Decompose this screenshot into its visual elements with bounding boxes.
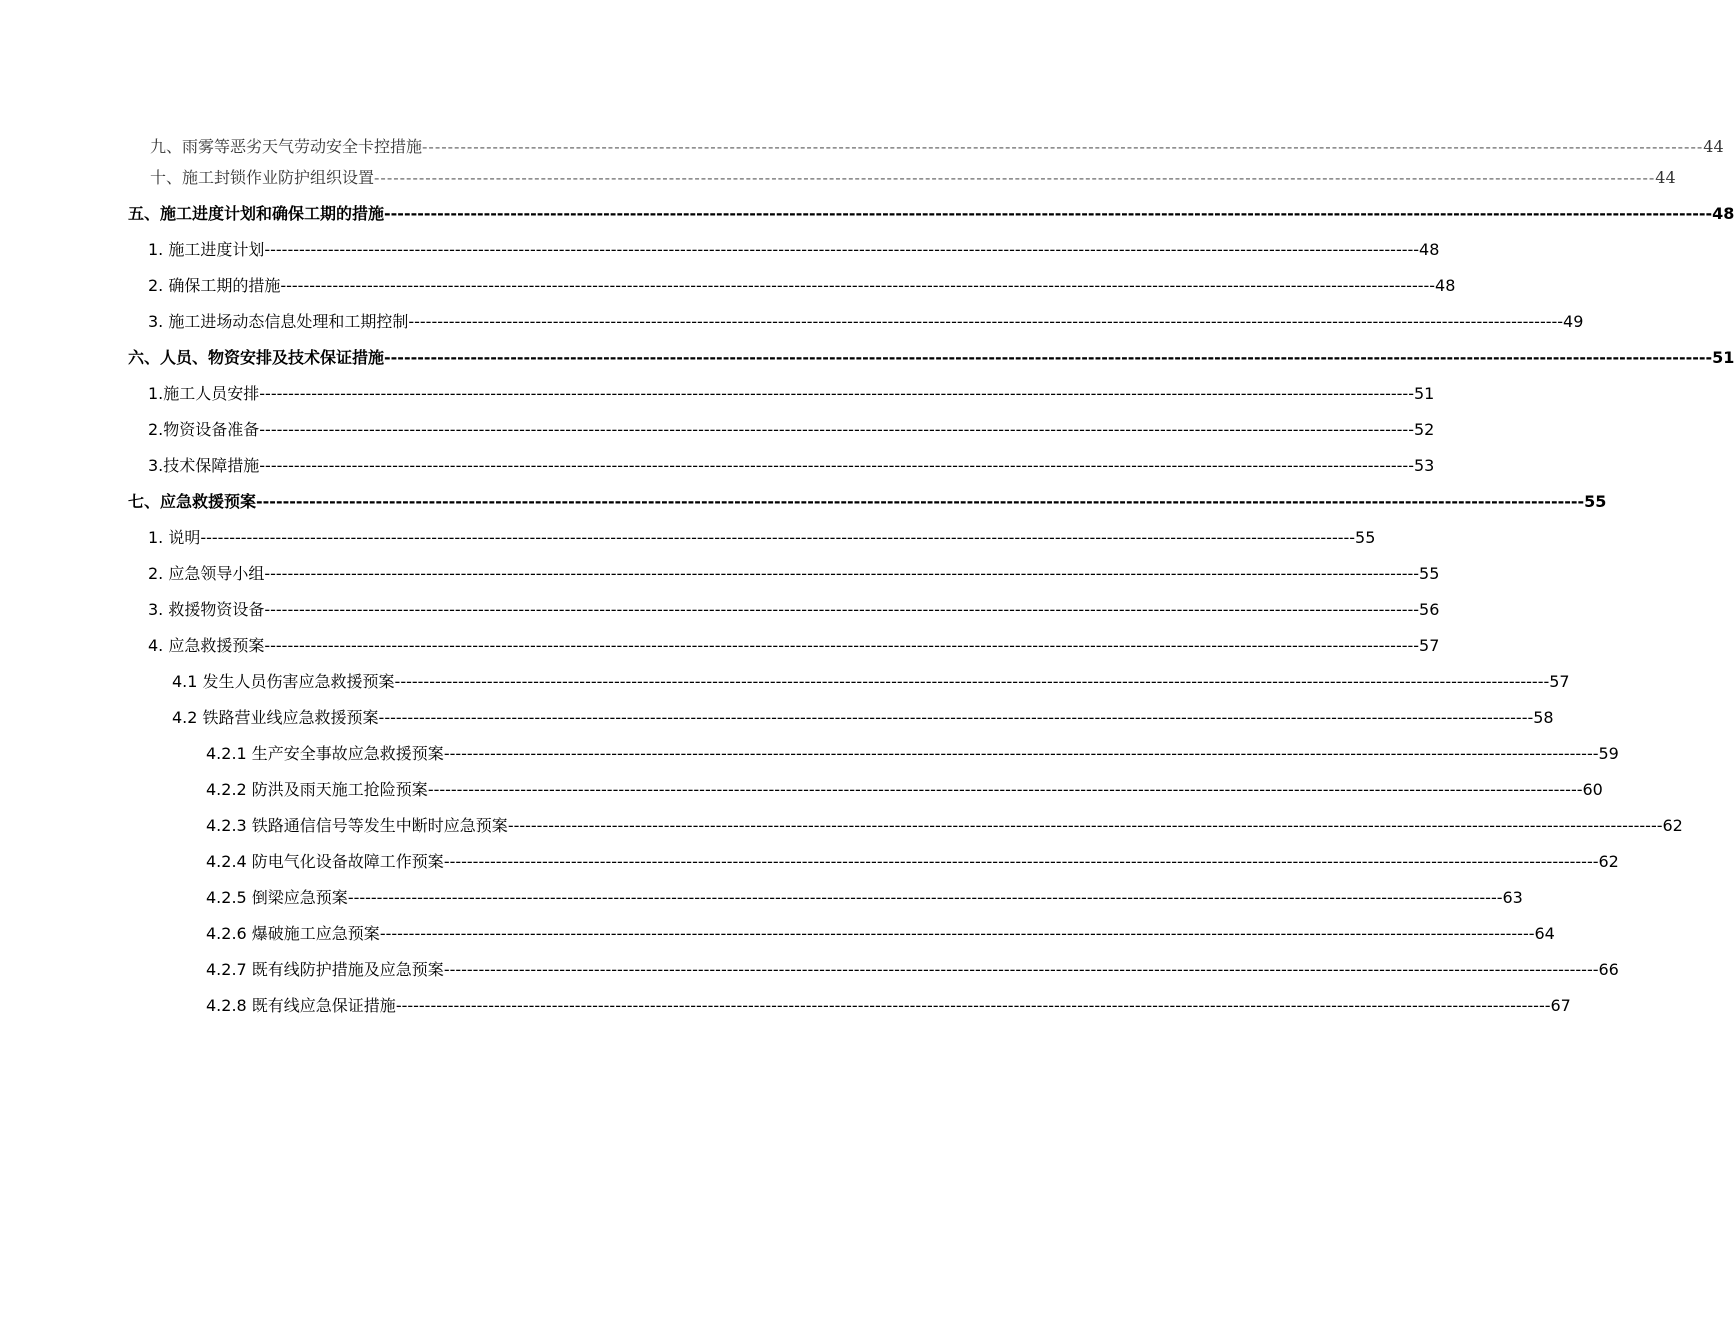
toc-entry-page: 53	[1413, 456, 1435, 475]
toc-leader-dots: --------------------------------------------------------------------------------------------------------------------------------------------------------------------------------------------------------	[200, 528, 1356, 547]
toc-entry-label: 3.技术保障措施	[148, 456, 260, 475]
toc-entry[interactable]	[0, 302, 1584, 338]
toc-entry-page: 56	[1419, 600, 1440, 619]
toc-entry-label: 4.2.3 铁路通信信号等发生中断时应急预案	[206, 816, 508, 835]
toc-entry-page: 62	[1662, 816, 1683, 835]
toc-entry-page: 57	[1549, 672, 1570, 691]
toc-entry-page: 58	[1533, 708, 1554, 727]
toc-entry-label: 4.2.5 倒梁应急预案	[206, 888, 348, 907]
toc-leader-dots: --------------------------------------------------------------------------------------------------------------------------------------------------------------------------------------------------------	[264, 240, 1420, 259]
toc-entry-label: 九、雨雾等恶劣天气劳动安全卡控措施	[150, 137, 423, 156]
toc-leader-dots: --------------------------------------------------------------------------------------------------------------------------------------------------------------------------------------------------------	[395, 996, 1551, 1015]
toc-entry[interactable]	[0, 698, 1554, 734]
toc-entry-label: 4.2.4 防电气化设备故障工作预案	[206, 852, 444, 871]
toc-entry[interactable]	[0, 626, 1440, 662]
toc-entry-label: 4.2.1 生产安全事故应急救援预案	[206, 744, 444, 763]
toc-leader-dots: --------------------------------------------------------------------------------------------------------------------------------------------------------------------------------------------------------	[443, 852, 1599, 871]
toc-leader-dots: --------------------------------------------------------------------------------------------------------------------------------------------------------------------------------------------------------	[394, 672, 1550, 691]
toc-entry[interactable]	[0, 806, 1683, 842]
toc-entry-page: 60	[1582, 780, 1603, 799]
toc-entry-label: 六、人员、物资安排及技术保证措施	[128, 348, 385, 367]
toc-entry[interactable]	[0, 662, 1570, 698]
toc-entry-page: 55	[1355, 528, 1376, 547]
toc-leader-dots: --------------------------------------------------------------------------------------------------------------------------------------------------------------------------------------------------------	[259, 420, 1414, 439]
toc-entry-page: 48	[1419, 240, 1440, 259]
toc-entry[interactable]	[0, 770, 1603, 806]
toc-entry[interactable]	[0, 734, 1619, 770]
toc-entry-label: 4.2.2 防洪及雨天施工抢险预案	[206, 780, 428, 799]
toc-entry[interactable]	[0, 410, 1435, 446]
toc-entry-chapter[interactable]	[0, 482, 1607, 518]
toc-entry-page: 62	[1598, 852, 1619, 871]
toc-leader-dots: --------------------------------------------------------------------------------------------------------------------------------------------------------------------------------------------------------	[443, 744, 1599, 763]
toc-entry-label: 4.1 发生人员伤害应急救援预案	[172, 672, 395, 691]
toc-leader-dots: --------------------------------------------------------------------------------------------------------------------------------------------------------------------------------------------------------	[256, 492, 1585, 511]
toc-leader-dots: --------------------------------------------------------------------------------------------------------------------------------------------------------------------------------------------------------	[384, 348, 1713, 367]
toc-entry-page: 51	[1712, 348, 1734, 367]
toc-entry-page: 49	[1563, 312, 1584, 331]
toc-leader-dots: --------------------------------------------------------------------------------------------------------------------------------------------------------------------------------------------------------	[347, 888, 1503, 907]
toc-entry-label: 2. 应急领导小组	[148, 564, 265, 583]
toc-entry-label: 4.2.7 既有线防护措施及应急预案	[206, 960, 444, 979]
toc-leader-dots: --------------------------------------------------------------------------------------------------------------------------------------------------------------------------------------------------------	[408, 312, 1564, 331]
toc-leader-dots: --------------------------------------------------------------------------------------------------------------------------------------------------------------------------------------------------------	[264, 636, 1420, 655]
toc-entry-chapter[interactable]	[0, 194, 1734, 230]
toc-entry-page: 66	[1598, 960, 1619, 979]
toc-entry-page: 63	[1502, 888, 1523, 907]
toc-leader-dots: --------------------------------------------------------------------------------------------------------------------------------------------------------------------------------------------------------	[422, 137, 1704, 156]
toc-entry-page: 52	[1413, 420, 1435, 439]
toc-entry[interactable]	[0, 374, 1435, 410]
toc-entry-label: 2.物资设备准备	[148, 420, 260, 439]
toc-entry-label: 2. 确保工期的措施	[148, 276, 281, 295]
toc-entry-page: 57	[1419, 636, 1440, 655]
toc-entry-page: 55	[1419, 564, 1440, 583]
toc-leader-dots: --------------------------------------------------------------------------------------------------------------------------------------------------------------------------------------------------------	[379, 924, 1535, 943]
toc-entry-page: 55	[1584, 492, 1607, 511]
toc-entry[interactable]	[0, 842, 1619, 878]
toc-entry[interactable]	[0, 163, 1676, 194]
toc-entry-label: 1.施工人员安排	[148, 384, 260, 403]
toc-entry[interactable]	[0, 914, 1555, 950]
toc-entry[interactable]	[0, 986, 1571, 1022]
toc-leader-dots: --------------------------------------------------------------------------------------------------------------------------------------------------------------------------------------------------------	[259, 456, 1414, 475]
toc-leader-dots: --------------------------------------------------------------------------------------------------------------------------------------------------------------------------------------------------------	[280, 276, 1436, 295]
toc-entry[interactable]	[0, 518, 1376, 554]
toc-entry[interactable]	[0, 590, 1440, 626]
toc-entry-page: 44	[1703, 137, 1724, 156]
toc-entry-page: 48	[1435, 276, 1456, 295]
toc-entry-label: 4.2.6 爆破施工应急预案	[206, 924, 380, 943]
toc-entry-label: 3. 施工进场动态信息处理和工期控制	[148, 312, 409, 331]
toc-entry-page: 51	[1413, 384, 1435, 403]
toc-entry[interactable]	[0, 230, 1440, 266]
toc-leader-dots: --------------------------------------------------------------------------------------------------------------------------------------------------------------------------------------------------------	[378, 708, 1534, 727]
toc-entry-label: 十、施工封锁作业防护组织设置	[150, 168, 375, 187]
toc-entry[interactable]	[0, 554, 1440, 590]
toc-leader-dots: --------------------------------------------------------------------------------------------------------------------------------------------------------------------------------------------------------	[384, 204, 1713, 223]
toc-entry-page: 59	[1598, 744, 1619, 763]
toc-entry[interactable]	[0, 446, 1435, 482]
toc-entry[interactable]	[0, 878, 1523, 914]
toc-entry-label: 4. 应急救援预案	[148, 636, 265, 655]
toc-entry-label: 4.2 铁路营业线应急救援预案	[172, 708, 379, 727]
toc-leader-dots: --------------------------------------------------------------------------------------------------------------------------------------------------------------------------------------------------------	[264, 600, 1420, 619]
toc-entry-page: 64	[1534, 924, 1555, 943]
toc-leader-dots: --------------------------------------------------------------------------------------------------------------------------------------------------------------------------------------------------------	[443, 960, 1599, 979]
toc-entry[interactable]	[0, 266, 1456, 302]
toc-leader-dots: --------------------------------------------------------------------------------------------------------------------------------------------------------------------------------------------------------	[374, 168, 1656, 187]
toc-leader-dots: --------------------------------------------------------------------------------------------------------------------------------------------------------------------------------------------------------	[427, 780, 1583, 799]
toc-leader-dots: --------------------------------------------------------------------------------------------------------------------------------------------------------------------------------------------------------	[259, 384, 1414, 403]
toc-entry-chapter[interactable]	[0, 338, 1734, 374]
toc-entry[interactable]	[0, 950, 1619, 986]
toc-entry-page: 48	[1712, 204, 1734, 223]
toc-entry-page: 67	[1550, 996, 1571, 1015]
toc-entry-label: 1. 施工进度计划	[148, 240, 265, 259]
toc-entry-label: 1. 说明	[148, 528, 201, 547]
toc-entry[interactable]	[0, 132, 1724, 163]
toc-entry-label: 五、施工进度计划和确保工期的措施	[128, 204, 385, 223]
toc-leader-dots: --------------------------------------------------------------------------------------------------------------------------------------------------------------------------------------------------------	[264, 564, 1420, 583]
toc-leader-dots: --------------------------------------------------------------------------------------------------------------------------------------------------------------------------------------------------------	[507, 816, 1663, 835]
toc-entry-label: 七、应急救援预案	[128, 492, 257, 511]
toc-entry-label: 4.2.8 既有线应急保证措施	[206, 996, 396, 1015]
toc-entry-label: 3. 救援物资设备	[148, 600, 265, 619]
toc-entry-page: 44	[1655, 168, 1676, 187]
table-of-contents	[0, 132, 1734, 1022]
